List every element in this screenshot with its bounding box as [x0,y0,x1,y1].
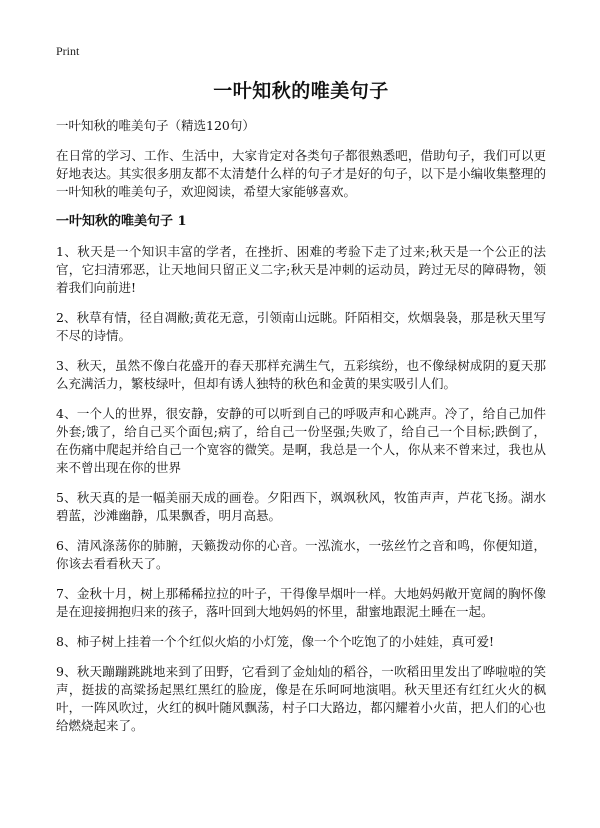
list-item: 3、秋天，虽然不像白花盛开的春天那样充满生气，五彩缤纷，也不像绿树成阴的夏天那么充满活力，繁枝绿叶，但却有诱人独特的秋色和金黄的果实吸引人们。 [56,358,546,391]
list-item: 7、金秋十月，树上那稀稀拉拉的叶子，干得像旱烟叶一样。大地妈妈敞开宽阔的胸怀像是在迎接拥抱归来的孩子，落叶回到大地妈妈的怀里，甜蜜地跟泥土睡在一起。 [56,586,546,619]
article-subtitle: 一叶知秋的唯美句子（精选120句） [56,118,255,133]
list-item: 8、柿子树上挂着一个个红似火焰的小灯笼，像一个个吃饱了的小娃娃，真可爱! [56,634,494,649]
section-heading: 一叶知秋的唯美句子 1 [56,214,187,229]
list-item: 4、一个人的世界，很安静，安静的可以听到自己的呼吸声和心跳声。冷了，给自己加件外套;饿了，给自己买个面包;病了，给自己一份坚强;失败了，给自己一个目标;跌倒了，在伤痛中爬起并给自己一个宽容的微笑。是啊，我总是一个人，你从来不曾来过，我也从来不曾出现在你的世界 [56,406,546,475]
list-item: 2、秋草有情，径自凋敝;黄花无意，引领南山远眺。阡陌相交，炊烟袅袅，那是秋天里写不尽的诗情。 [56,310,546,343]
intro-paragraph: 在日常的学习、工作、生活中，大家肯定对各类句子都很熟悉吧，借助句子，我们可以更好地表达。其实很多朋友都不太清楚什么样的句子才是好的句子，以下是小编收集整理的一叶知秋的唯美句子，欢迎阅读，希望大家能够喜欢。 [56,148,546,199]
list-item: 5、秋天真的是一幅美丽天成的画卷。夕阳西下，飒飒秋风，牧笛声声，芦花飞扬。湖水碧蓝，沙滩幽静，瓜果飘香，明月高悬。 [56,490,546,523]
print-link[interactable]: Print [56,44,80,58]
article [56,76,546,747]
page-title: 一叶知秋的唯美句子 [213,80,389,102]
list-item: 1、秋天是一个知识丰富的学者，在挫折、困难的考验下走了过来;秋天是一个公正的法官，它扫清邪恶，让天地间只留正义二字;秋天是冲刺的运动员，跨过无尽的障碍物，领着我们向前进! [56,244,546,295]
list-item: 6、清风涤荡你的肺腑，天籁拨动你的心音。一泓流水，一弦丝竹之音和鸣，你便知道，你该去看看秋天了。 [56,538,546,571]
list-item: 9、秋天蹦蹦跳跳地来到了田野，它看到了金灿灿的稻谷，一吹稻田里发出了哗啦啦的笑声，挺拔的高粱扬起黑红黑红的脸庞，像是在乐呵呵地演唱。秋天里还有红红火火的枫叶，一阵风吹过，火红的枫叶随风飘荡，村子口大路边，都闪耀着小火苗，把人们的心也给燃烧起来了。 [56,664,546,733]
